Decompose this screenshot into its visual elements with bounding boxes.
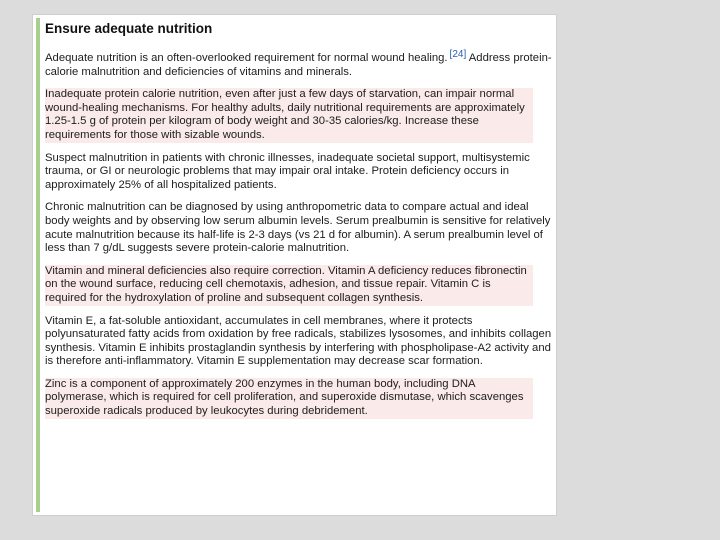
paragraph-intro: Adequate nutrition is an often-overlooked requirement for normal wound healing. [24] Address protein-calorie malnutrition and deficiencies of vitamins and minerals. — [45, 49, 552, 78]
paragraph-chronic-malnutrition: Chronic malnutrition can be diagnosed by using anthropometric data to compare actual and ideal body weights and by observing low serum albumin levels. Serum prealbumin is sensitive for relatively acute malnutrition because its half-life is 2-3 days (vs 21 d for albumin). A serum prealbumin level of less than 7 g/dL suggests severe protein-calorie malnutrition. — [45, 201, 551, 255]
article-body — [45, 21, 553, 428]
citation-link[interactable]: [24] — [449, 49, 467, 60]
paragraph-suspect-malnutrition: Suspect malnutrition in patients with chronic illnesses, inadequate societal support, multisystemic trauma, or GI or neurologic problems that may impair oral intake. Protein deficiency occurs in approximately 25% of all hospitalized patients. — [45, 151, 530, 191]
paragraph-vitamin-deficiencies: Vitamin and mineral deficiencies also require correction. Vitamin A deficiency reduces fibronectin on the wound surface, reducing cell chemotaxis, adhesion, and tissue repair. Vitamin C is required for the hydroxylation of proline and subsequent collagen synthesis. — [45, 265, 533, 306]
paragraph-protein-calorie: Inadequate protein calorie nutrition, even after just a few days of starvation, can impair normal wound-healing mechanisms. For healthy adults, daily nutritional requirements are approximately 1.25-1.5 g of protein per kilogram of body weight and 30-35 calories/kg. Increase these requirements for those with sizable wounds. — [45, 88, 533, 142]
paragraph-vitamin-e: Vitamin E, a fat-soluble antioxidant, accumulates in cell membranes, where it protects polyunsaturated fatty acids from oxidation by free radicals, stabilizes lysosomes, and inhibits collagen synthesis. Vitamin E inhibits prostaglandin synthesis by interfering with phospholipase-A2 activity and is therefore anti-inflammatory. Vitamin E supplementation may decrease scar formation. — [45, 314, 552, 368]
accent-bar — [36, 18, 40, 512]
section-title: Ensure adequate nutrition — [45, 21, 213, 36]
paragraph-zinc: Zinc is a component of approximately 200 enzymes in the human body, including DNA polymerase, which is required for cell proliferation, and superoxide dismutase, which scavenges superoxide radicals produced by leukocytes during debridement. — [45, 378, 533, 419]
